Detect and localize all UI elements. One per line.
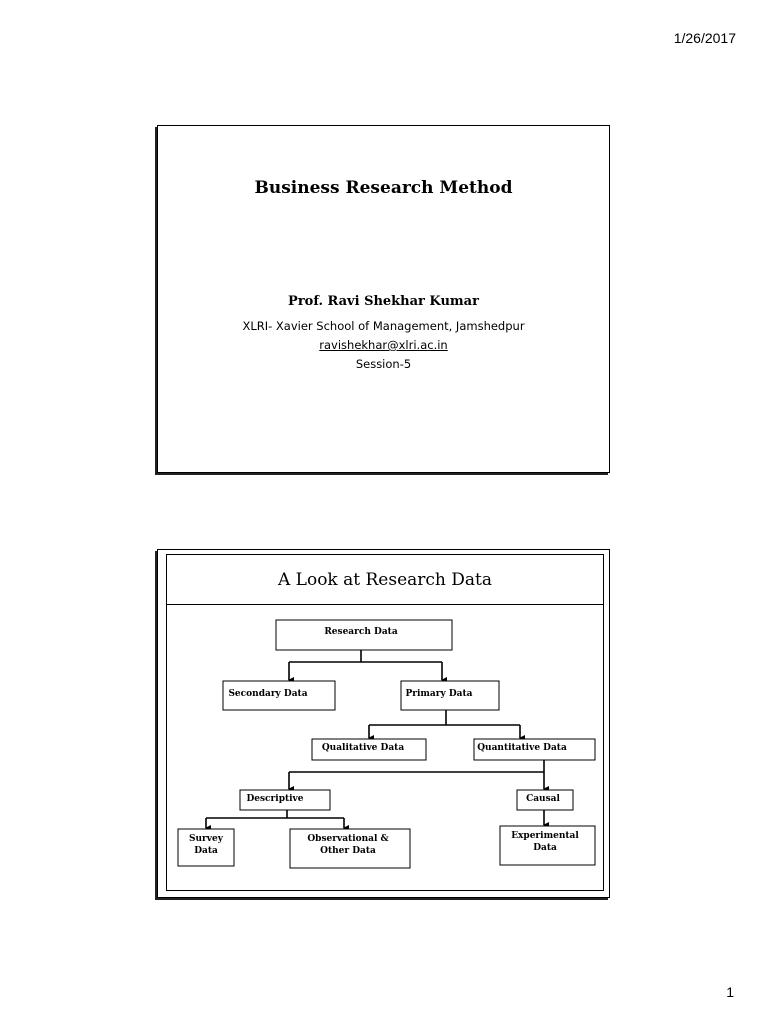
- svg-text:Descriptive: Descriptive: [246, 794, 304, 804]
- title-slide: [157, 125, 610, 473]
- svg-text:Qualitative Data: Qualitative Data: [321, 743, 405, 753]
- node-survey-data: [178, 829, 234, 866]
- svg-text:Causal: Causal: [526, 794, 560, 804]
- svg-text:Experimental: Experimental: [511, 831, 579, 841]
- page-number: 1: [726, 984, 734, 1000]
- svg-text:Quantitative Data: Quantitative Data: [477, 743, 567, 753]
- svg-text:Survey: Survey: [189, 834, 223, 844]
- node-qualitative-data: [312, 739, 426, 760]
- node-observational-data: [290, 829, 410, 868]
- research-data-tree-diagram: [158, 550, 611, 899]
- header-date: 1/26/2017: [673, 30, 736, 46]
- svg-text:Data: Data: [533, 843, 557, 853]
- node-research-data: [276, 620, 452, 650]
- svg-text:Primary Data: Primary Data: [405, 689, 473, 699]
- node-experimental-data: [500, 826, 595, 865]
- svg-text:Other Data: Other Data: [320, 846, 376, 856]
- slide-title: A Look at Research Data: [277, 570, 493, 590]
- research-data-slide: [157, 549, 610, 898]
- node-descriptive: [240, 790, 330, 810]
- node-causal: [517, 790, 573, 810]
- svg-text:Research Data: Research Data: [324, 627, 398, 637]
- session-label: Session-5: [355, 357, 412, 371]
- institution: XLRI- Xavier School of Management, Jamshedpur: [242, 319, 525, 333]
- svg-text:Observational &: Observational &: [307, 834, 389, 844]
- node-quantitative-data: [474, 739, 595, 760]
- author-name: Prof. Ravi Shekhar Kumar: [288, 294, 479, 309]
- slide-title: Business Research Method: [254, 178, 513, 198]
- svg-text:Data: Data: [194, 846, 218, 856]
- svg-text:Secondary Data: Secondary Data: [228, 689, 308, 699]
- author-email[interactable]: ravishekhar@xlri.ac.in: [319, 338, 448, 352]
- node-primary-data: [401, 681, 499, 710]
- node-secondary-data: [223, 681, 335, 710]
